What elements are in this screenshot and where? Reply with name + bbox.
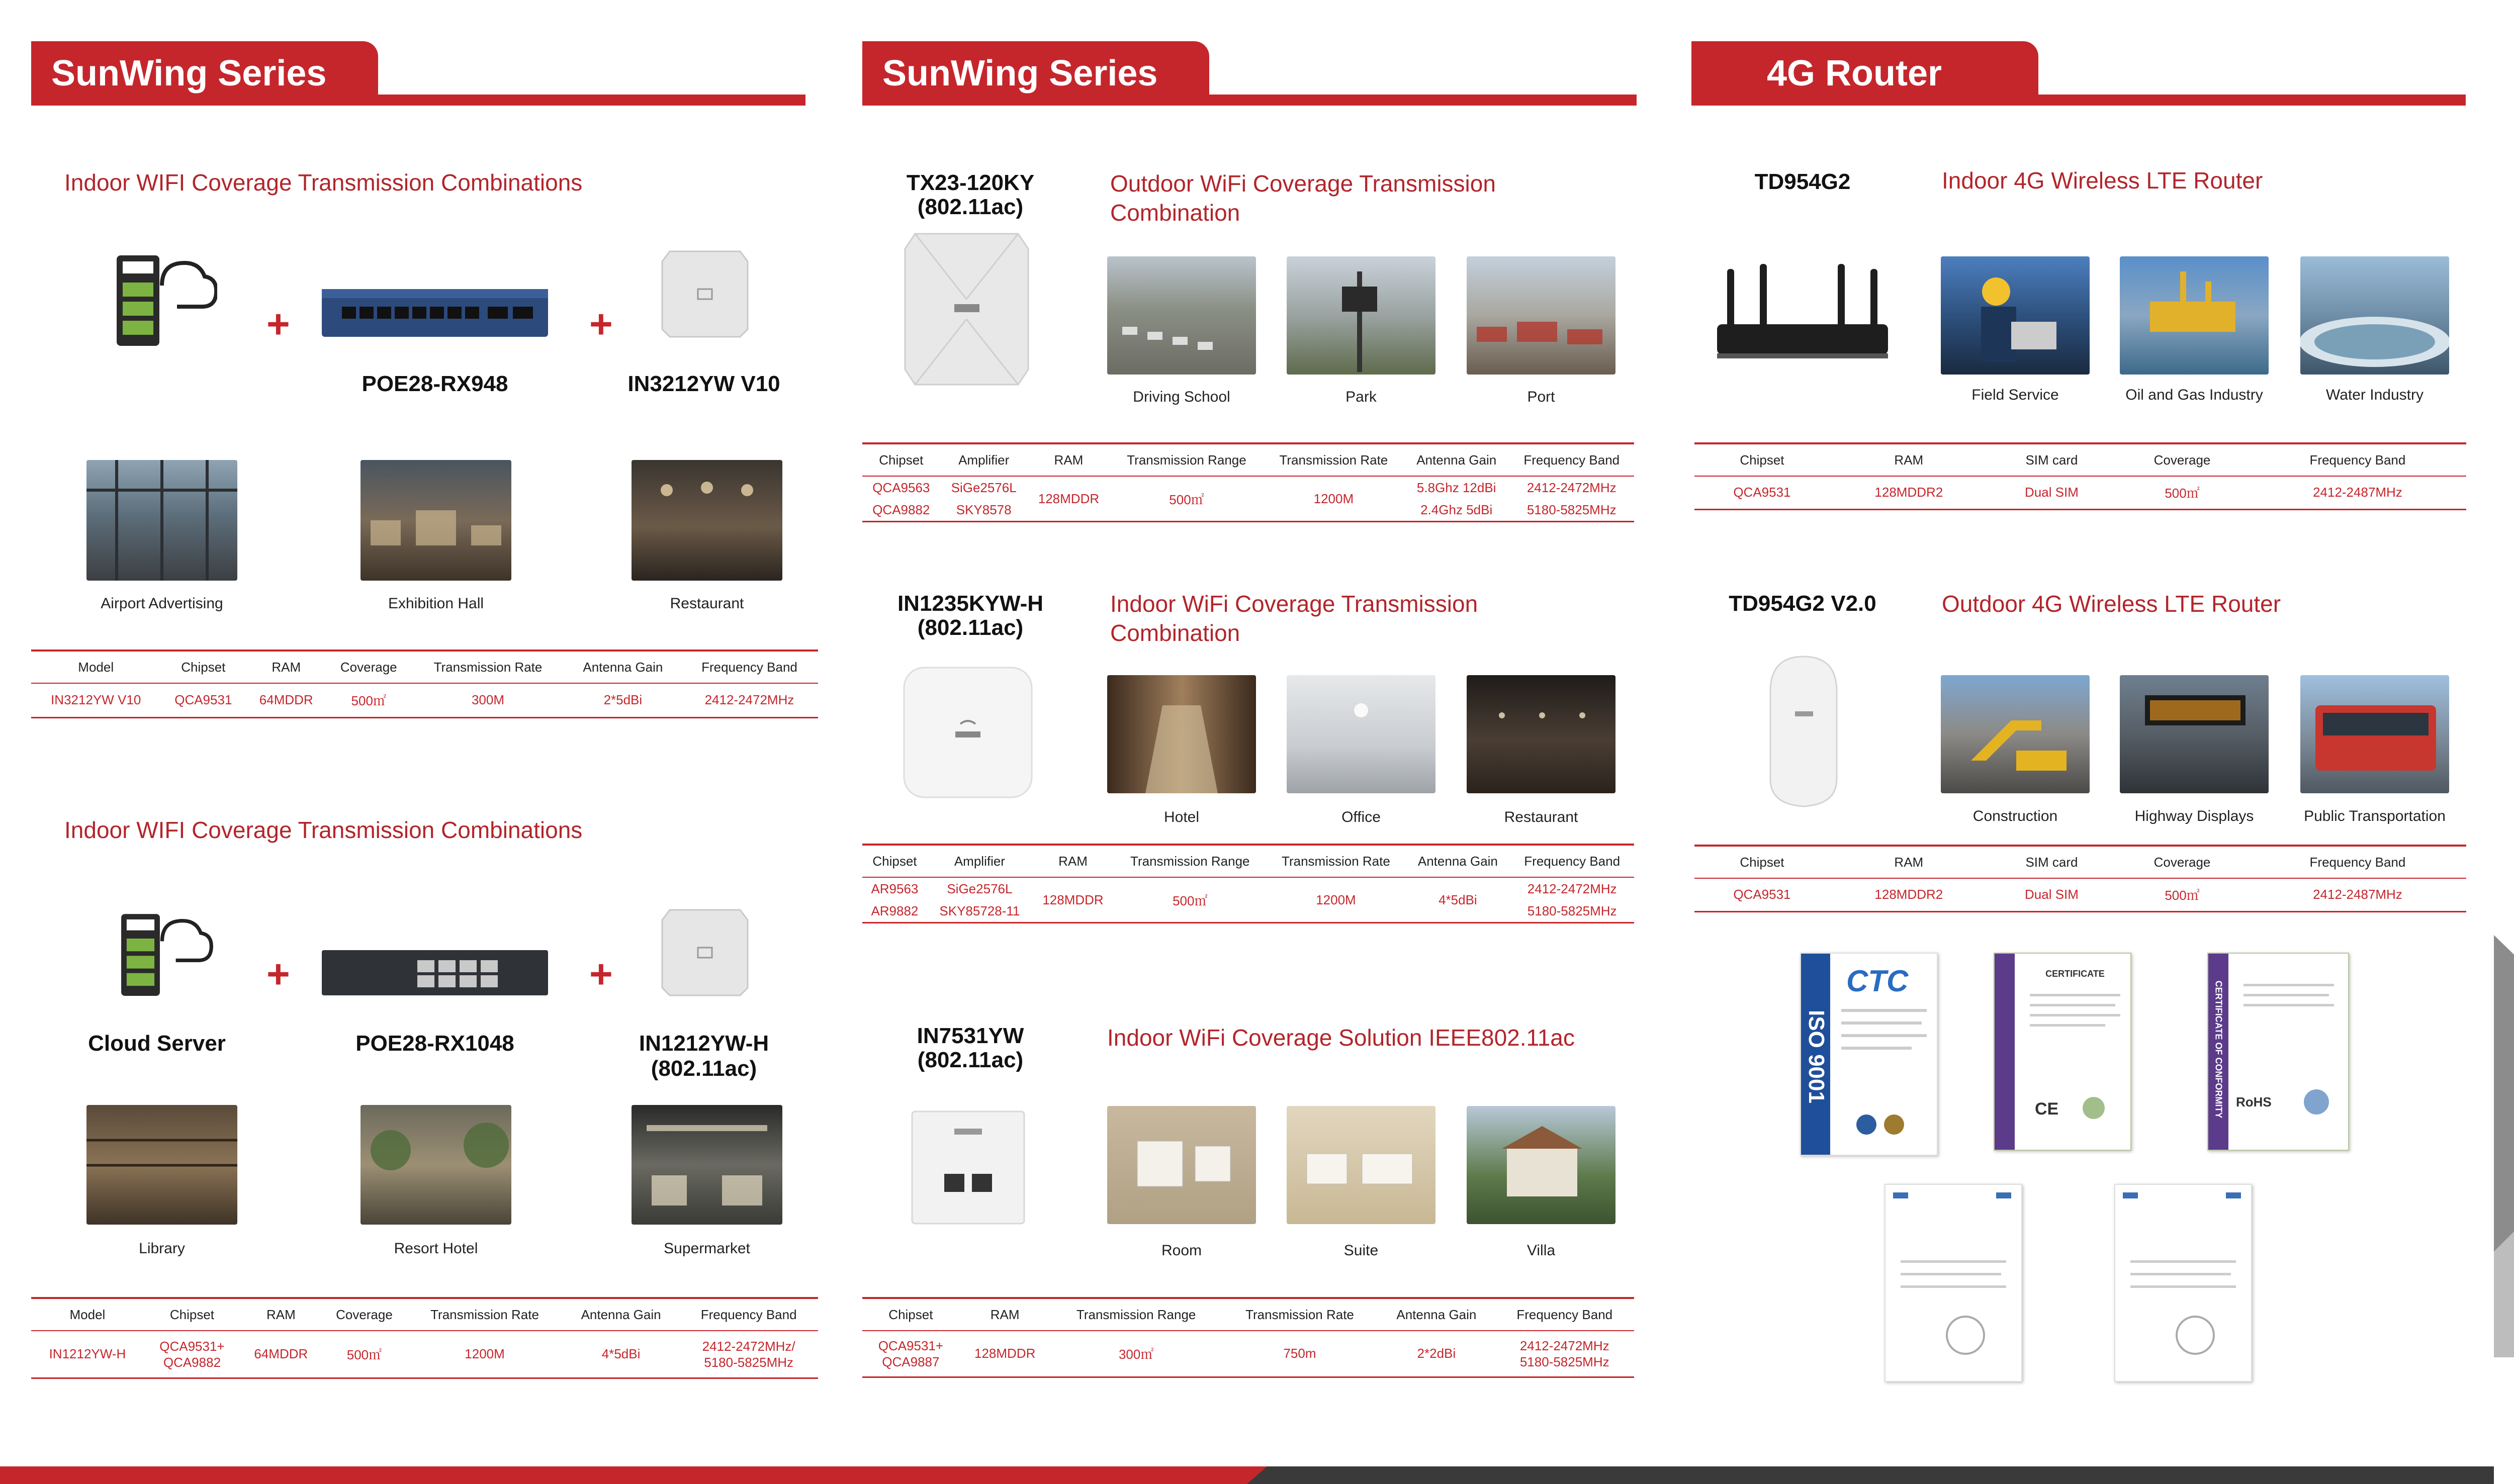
bottom-bar-red	[0, 1466, 1267, 1484]
table-header: Chipset	[160, 651, 246, 683]
table-header: Antenna Gain	[1405, 845, 1510, 877]
table-header: Transmission Range	[1051, 1298, 1222, 1331]
table-cell: QCA9882	[862, 499, 940, 522]
table-cell: 5180-5825MHz	[1509, 499, 1634, 522]
scene-photo-park	[1287, 256, 1435, 375]
table-cell: 750m	[1222, 1331, 1378, 1377]
scene-photo-library	[86, 1105, 237, 1225]
cloud-server-icon	[112, 905, 217, 1000]
table-cell: 1200M	[1266, 877, 1405, 923]
section-title: SunWing Series	[862, 41, 1209, 106]
table-header: RAM	[1830, 846, 1988, 878]
table-cell: 128MDDR	[1032, 877, 1114, 923]
table-cell: QCA9531	[1694, 476, 1830, 509]
table-cell: SKY8578	[940, 499, 1028, 522]
table-cell: Dual SIM	[1988, 878, 2115, 911]
product-name: Cloud Server	[88, 1031, 226, 1056]
table-cell: 5180-5825MHz	[1510, 900, 1634, 923]
scene-caption: Port	[1527, 389, 1555, 405]
table-header: Transmission Range	[1114, 845, 1266, 877]
table-cell: 2412-2487MHz	[2249, 476, 2466, 509]
scene-photo-port	[1467, 256, 1615, 375]
plus-icon: +	[589, 302, 613, 346]
table-header: Chipset	[1694, 443, 1830, 476]
scene-caption: Room	[1161, 1242, 1202, 1259]
table-header: Antenna Gain	[1404, 443, 1509, 476]
table-cell: 2*2dBi	[1378, 1331, 1495, 1377]
outdoor-ap-image	[900, 229, 1033, 390]
scene-photo-highway-displays	[2120, 675, 2269, 793]
scene-photo-water-industry	[2300, 256, 2449, 375]
table-cell: AR9563	[871, 881, 919, 896]
table-header: Frequency Band	[2249, 443, 2466, 476]
indoor-ap-image	[900, 664, 1036, 802]
table-cell: 1200M	[407, 1331, 563, 1378]
scene-caption: Hotel	[1163, 809, 1200, 825]
table-cell: 128MDDR	[1028, 476, 1110, 522]
table-cell: 128MDDR2	[1830, 476, 1988, 509]
table-header: Coverage	[326, 651, 411, 683]
certificate-label: CERTIFICATE	[2045, 969, 2105, 979]
table-header: Model	[31, 1298, 144, 1331]
table-cell: SKY85728-11	[927, 900, 1032, 923]
scene-caption: Highway Displays	[2134, 808, 2254, 824]
poe-switch-image	[322, 279, 548, 344]
spec-table	[862, 1297, 1634, 1378]
table-header: RAM	[246, 651, 326, 683]
block-subtitle: Indoor 4G Wireless LTE Router	[1942, 167, 2263, 194]
test-report-1	[1884, 1184, 2022, 1382]
scene-photo-office	[1287, 675, 1435, 793]
table-header: Frequency Band	[679, 1298, 818, 1331]
scene-photo-construction	[1941, 675, 2090, 793]
plus-icon: +	[266, 302, 290, 346]
table-cell: IN1212YW-H	[31, 1331, 144, 1378]
rohs-label: RoHS	[2236, 1094, 2272, 1109]
section-header-sunwing-2	[862, 41, 1637, 106]
scene-caption: Exhibition Hall	[388, 595, 484, 612]
block-subtitle: Outdoor 4G Wireless LTE Router	[1942, 591, 2281, 617]
table-cell: 2*5dBi	[565, 683, 681, 717]
table-cell: 500㎡	[1114, 877, 1266, 923]
scene-photo-field-service	[1941, 256, 2090, 375]
table-cell: SiGe2576L	[947, 881, 1013, 896]
scene-caption: Office	[1341, 809, 1381, 825]
table-header: RAM	[959, 1298, 1051, 1331]
table-header: RAM	[1028, 443, 1110, 476]
scene-photo-resort-hotel	[361, 1105, 511, 1225]
block-subtitle: Indoor WiFi Coverage Solution IEEE802.11ac	[1107, 1025, 1575, 1051]
table-cell: 128MDDR2	[1830, 878, 1988, 911]
ce-label: CE	[2035, 1099, 2059, 1119]
model-name: TD954G2	[1754, 169, 1851, 194]
table-header: Frequency Band	[681, 651, 818, 683]
spec-table	[862, 442, 1634, 522]
table-header: Transmission Rate	[411, 651, 565, 683]
indoor-4g-router-image	[1712, 264, 1893, 364]
table-cell: 500㎡	[2115, 878, 2249, 911]
scene-photo-public-transportation	[2300, 675, 2449, 793]
table-cell: 2412-2472MHz/ 5180-5825MHz	[679, 1331, 818, 1378]
scene-photo-hotel	[1107, 675, 1256, 793]
scene-caption: Restaurant	[1504, 809, 1578, 825]
cloud-server-icon	[112, 245, 217, 351]
table-header: Transmission Rate	[1264, 443, 1404, 476]
spec-table	[31, 1297, 818, 1379]
scene-caption: Oil and Gas Industry	[2125, 387, 2263, 403]
ceiling-ap-image	[660, 905, 750, 998]
scene-caption: Public Transportation	[2304, 808, 2446, 824]
rohs-certificate	[2207, 953, 2349, 1151]
model-name: TD954G2 V2.0	[1729, 591, 1876, 616]
scene-photo-oil-gas	[2120, 256, 2269, 375]
table-cell: SiGe2576L	[951, 480, 1017, 495]
model-name: IN7531YW	[917, 1024, 1024, 1048]
block-subtitle: Indoor WIFI Coverage Transmission Combinations	[64, 817, 583, 843]
table-cell: QCA9563	[872, 480, 930, 495]
poe-switch-image	[322, 945, 548, 1000]
plus-icon: +	[266, 952, 290, 996]
model-name: (802.11ac)	[917, 615, 1024, 640]
table-cell: QCA9531	[160, 683, 246, 717]
scene-photo-driving-school	[1107, 256, 1256, 375]
table-cell: IN3212YW V10	[31, 683, 160, 717]
scene-photo-restaurant	[1467, 675, 1615, 793]
model-name: TX23-120KY	[906, 170, 1035, 195]
scene-photo-suite	[1287, 1106, 1435, 1224]
table-header: Chipset	[144, 1298, 240, 1331]
table-cell: 2412-2472MHz	[1527, 480, 1617, 495]
table-header: Frequency Band	[1510, 845, 1634, 877]
conformity-label: CERTIFICATE OF CONFORMITY	[2213, 980, 2224, 1119]
iso-certificate	[1800, 953, 1938, 1156]
block-subtitle: Indoor WiFi Coverage Transmission Combination	[1110, 591, 1478, 646]
table-header: Coverage	[2115, 443, 2249, 476]
table-header: Antenna Gain	[565, 651, 681, 683]
test-report-2	[2114, 1184, 2252, 1382]
table-cell: 4*5dBi	[1405, 877, 1510, 923]
table-cell: 2412-2487MHz	[2249, 878, 2466, 911]
table-cell: 4*5dBi	[563, 1331, 679, 1378]
conformity-certificate	[1994, 953, 2131, 1151]
table-header: Coverage	[2115, 846, 2249, 878]
model-name: (802.11ac)	[917, 1048, 1024, 1072]
model-name: (802.11ac)	[917, 195, 1024, 219]
scene-photo-restaurant	[632, 460, 782, 581]
ceiling-ap-image	[660, 246, 750, 339]
block-subtitle: Outdoor WiFi Coverage Transmission Combination	[1110, 170, 1496, 226]
table-cell: QCA9531	[1694, 878, 1830, 911]
table-header: Transmission Range	[1110, 443, 1264, 476]
table-header: Model	[31, 651, 160, 683]
table-cell: 500㎡	[1110, 476, 1264, 522]
table-cell: 500㎡	[322, 1331, 407, 1378]
bottom-bar-dark	[1247, 1466, 2494, 1484]
spec-table	[1694, 442, 2466, 510]
table-header: Coverage	[322, 1298, 407, 1331]
table-header: RAM	[1830, 443, 1988, 476]
table-header: SIM card	[1988, 443, 2115, 476]
table-cell: QCA9531+ QCA9887	[862, 1331, 959, 1377]
ctc-label: CTC	[1846, 964, 1909, 998]
table-cell: 128MDDR	[959, 1331, 1051, 1377]
table-header: Frequency Band	[1495, 1298, 1634, 1331]
scene-caption: Supermarket	[664, 1240, 750, 1257]
table-cell: QCA9531+ QCA9882	[144, 1331, 240, 1378]
wall-plate-ap-image	[909, 1108, 1027, 1227]
table-header: Amplifier	[940, 443, 1028, 476]
scene-caption: Restaurant	[670, 595, 744, 612]
table-cell: 2.4Ghz 5dBi	[1404, 499, 1509, 522]
spec-table	[862, 844, 1634, 923]
product-name: POE28-RX1048	[355, 1031, 514, 1056]
scene-caption: Resort Hotel	[394, 1240, 478, 1257]
table-header: RAM	[240, 1298, 322, 1331]
table-cell: 2412-2472MHz	[1527, 881, 1617, 896]
table-header: Antenna Gain	[563, 1298, 679, 1331]
scene-photo-exhibition-hall	[361, 460, 511, 581]
table-header: SIM card	[1988, 846, 2115, 878]
scene-caption: Water Industry	[2326, 387, 2423, 403]
table-header: Transmission Rate	[1222, 1298, 1378, 1331]
table-cell: 500㎡	[326, 683, 411, 717]
table-cell: AR9882	[862, 900, 927, 923]
model-name: IN1235KYW-H	[897, 591, 1044, 616]
table-header: RAM	[1032, 845, 1114, 877]
scene-caption: Suite	[1343, 1242, 1379, 1259]
table-cell: Dual SIM	[1988, 476, 2115, 509]
table-cell: 2412-2472MHz 5180-5825MHz	[1495, 1331, 1634, 1377]
block-subtitle: Indoor WIFI Coverage Transmission Combinations	[64, 169, 583, 196]
table-header: Chipset	[862, 845, 927, 877]
outdoor-4g-router-image	[1767, 654, 1840, 809]
table-header: Antenna Gain	[1378, 1298, 1495, 1331]
table-header: Chipset	[862, 443, 940, 476]
product-name: POE28-RX948	[362, 372, 508, 396]
table-cell: 2412-2472MHz	[681, 683, 818, 717]
table-header: Frequency Band	[2249, 846, 2466, 878]
section-title: 4G Router	[1691, 41, 2038, 106]
brand-background	[2494, 0, 2514, 1484]
section-header-4g-router	[1691, 41, 2466, 106]
scene-photo-room	[1107, 1106, 1256, 1224]
table-cell: 300M	[411, 683, 565, 717]
product-name: (802.11ac)	[651, 1056, 757, 1081]
product-name: IN1212YW-H	[639, 1031, 769, 1056]
table-cell: 64MDDR	[246, 683, 326, 717]
product-name: IN3212YW V10	[627, 372, 780, 396]
table-header: Frequency Band	[1509, 443, 1634, 476]
iso-label: ISO 9001	[1804, 1010, 1829, 1103]
scene-caption: Library	[139, 1240, 185, 1257]
scene-caption: Field Service	[1971, 387, 2059, 403]
section-title: SunWing Series	[31, 41, 378, 106]
scene-photo-villa	[1467, 1106, 1615, 1224]
scene-caption: Airport Advertising	[101, 595, 223, 612]
spec-table	[1694, 845, 2466, 912]
scene-photo-airport	[86, 460, 237, 581]
plus-icon: +	[589, 952, 613, 996]
table-header: Transmission Rate	[407, 1298, 563, 1331]
section-header-sunwing-1	[31, 41, 805, 106]
scene-caption: Construction	[1972, 808, 2058, 824]
table-header: Chipset	[1694, 846, 1830, 878]
table-cell: 300㎡	[1051, 1331, 1222, 1377]
table-cell: 5.8Ghz 12dBi	[1416, 480, 1496, 495]
table-cell: 500㎡	[2115, 476, 2249, 509]
table-header: Amplifier	[927, 845, 1032, 877]
table-header: Transmission Rate	[1266, 845, 1405, 877]
scene-photo-supermarket	[632, 1105, 782, 1225]
spec-table	[31, 650, 818, 718]
table-cell: 1200M	[1264, 476, 1404, 522]
scene-caption: Driving School	[1133, 389, 1230, 405]
table-header: Chipset	[862, 1298, 959, 1331]
scene-caption: Park	[1345, 389, 1377, 405]
table-cell: 64MDDR	[240, 1331, 322, 1378]
scene-caption: Villa	[1527, 1242, 1556, 1259]
